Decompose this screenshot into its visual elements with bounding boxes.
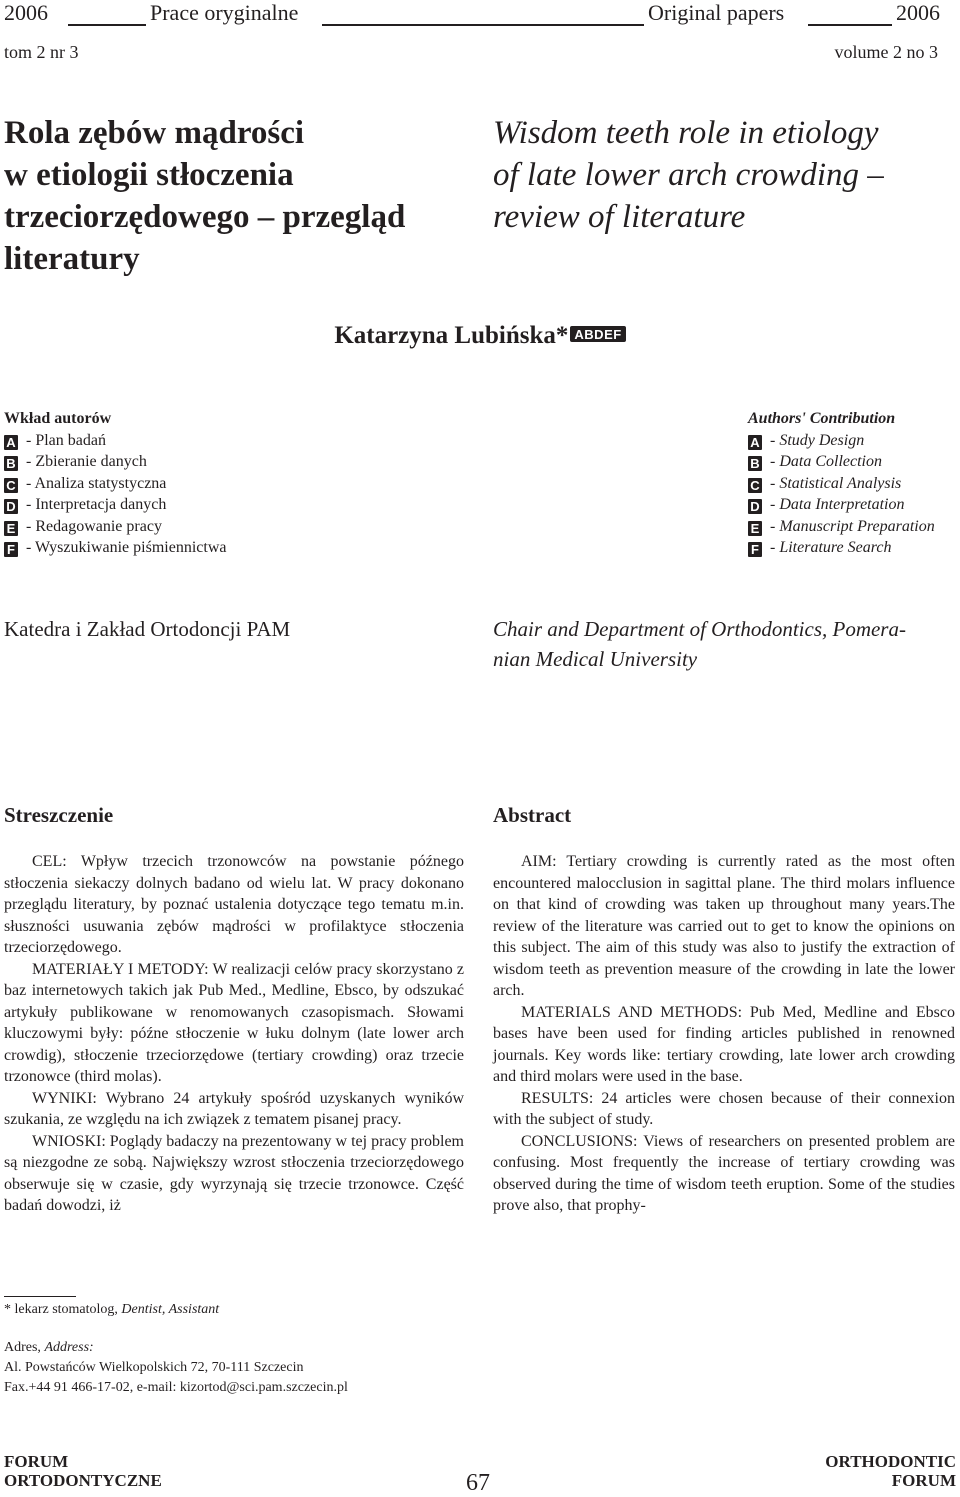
letter-badge: F <box>748 542 762 557</box>
contribution-text: - Data Collection <box>766 453 882 470</box>
letter-badge: F <box>4 542 18 557</box>
contribution-text: - Manuscript Preparation <box>766 517 935 535</box>
contribution-text: - Literature Search <box>766 539 892 556</box>
letter-badge: B <box>4 456 18 471</box>
title-pl-line: w etiologii stłoczenia <box>4 157 294 193</box>
contribution-item <box>748 473 958 495</box>
title-en-line: review of literature <box>493 199 746 235</box>
journal-section-pl: Prace oryginalne <box>150 0 299 25</box>
author-line <box>0 322 960 350</box>
abstract-paragraph: WYNIKI: Wybrano 24 artykuły spośród uzyskanych wyników szukania, ze względu na ich związek z tematem pisanej pracy. <box>4 1089 464 1128</box>
affiliation-en <box>493 614 955 674</box>
abstract-pl-heading: Streszczenie <box>4 803 114 827</box>
header-rule <box>808 24 892 26</box>
contribution-item <box>4 451 424 473</box>
footnote-street: Al. Powstańców Wielkopolskich 72, 70-111 Szczecin <box>4 1360 304 1375</box>
footnote-address-label <box>4 1338 94 1358</box>
author-name: Katarzyna Lubińska* <box>334 322 569 349</box>
abstract-paragraph: MATERIAŁY I METODY: W realizacji celów pracy skorzystano z baz internetowych takich jak Pub Med., Medline, Ebsco, by odszukać artykuły publikowane w renomowanych czasopismach. Słowami kluczowymi były: późne stłoczenie w łuku dolnym (late lower arch crowdig), stłoczenie trzeciorzędowe (tertiary crowding) oraz trzecie trzonowce (third molas). <box>4 960 464 1085</box>
contribution-item <box>4 537 424 559</box>
contribution-item <box>4 494 424 516</box>
footer-journal-line: FORUM <box>4 1452 69 1471</box>
contribution-text: - Redagowanie pracy <box>22 517 162 535</box>
contribution-item <box>748 494 958 516</box>
address-label-pl: Adres, <box>4 1340 45 1355</box>
title-en-line: Wisdom teeth role in etiology <box>493 115 879 151</box>
footnote-contact: Fax.+44 91 466-17-02, e-mail: kizortod@sci.pam.szczecin.pl <box>4 1380 348 1395</box>
contribution-item <box>748 430 958 452</box>
title-pl-line: literatury <box>4 241 140 277</box>
affiliation-pl: Katedra i Zakład Ortodoncji PAM <box>4 617 291 641</box>
abstract-paragraph: RESULTS: 24 articles were chosen because of their connexion with the subject of study. <box>493 1089 955 1128</box>
header-rule <box>68 24 146 26</box>
header-year-left: 2006 <box>4 0 48 25</box>
contribution-item <box>4 430 424 452</box>
letter-badge: A <box>748 435 762 450</box>
abstract-pl-body <box>4 851 464 1217</box>
letter-badge: E <box>4 521 18 536</box>
abstract-paragraph: MATERIALS AND METHODS: Pub Med, Medline and Ebsco bases have been used for finding articles published in renowned journals. Key words like: tertiary crowding, late lower arch crowding and third molars were used in the base. <box>493 1003 955 1085</box>
letter-badge: D <box>4 499 18 514</box>
title-pl-line: Rola zębów mądrości <box>4 115 305 151</box>
footnote-role-pl: * lekarz stomatolog, <box>4 1302 122 1317</box>
contribution-text: - Wyszukiwanie piśmiennictwa <box>22 539 227 556</box>
title-pl <box>4 112 464 280</box>
footer-journal-en <box>825 1452 956 1490</box>
footer-journal-line: ORTHODONTIC <box>825 1452 956 1471</box>
contributions-en <box>748 408 958 559</box>
letter-badge: B <box>748 456 762 471</box>
address-label-en: Address: <box>44 1340 94 1355</box>
abstract-en-heading: Abstract <box>493 803 572 827</box>
volume-pl: tom 2 nr 3 <box>4 42 79 62</box>
contribution-item <box>4 473 424 495</box>
contribution-text: - Study Design <box>766 431 865 449</box>
letter-badge: A <box>4 435 18 450</box>
footer-journal-pl <box>4 1452 162 1490</box>
title-en-line: of late lower arch crowding – <box>493 157 884 193</box>
affiliation-en-line: nian Medical University <box>493 647 698 671</box>
letter-badge: E <box>748 521 762 536</box>
abstract-paragraph: WNIOSKI: Poglądy badaczy na prezentowany w tej pracy problem są niezgodne ze sobą. Największy wzrost stłoczenia trzeciorzędowego obserwuje się w czasie, gdy wyrzynają się trzecie trzonowce. Część badań dowodzi, iż <box>4 1132 464 1214</box>
contributions-pl <box>4 408 424 559</box>
contribution-text: - Interpretacja danych <box>22 496 167 513</box>
letter-badge: C <box>4 478 18 493</box>
affiliation-en-line: Chair and Department of Orthodontics, Pomera- <box>493 617 906 641</box>
contribution-text: - Analiza statystyczna <box>22 474 167 492</box>
letter-badge: C <box>748 478 762 493</box>
contribution-item <box>748 451 958 473</box>
contribution-item <box>748 537 958 559</box>
footer-journal-line: FORUM <box>891 1471 956 1490</box>
abstract-paragraph: AIM: Tertiary crowding is currently rated as the most often encountered malocclusion in sagittal plane. The third molars influence on that kind of crowding was taken up throughout many years.The review of the literature was carried out to get to know the opinions on this subject. The aim of this study was also to justify the extraction of wisdom teeth as prevention measure of the crowding in late the lower arch. <box>493 853 955 999</box>
volume-en: volume 2 no 3 <box>834 42 938 62</box>
abstract-paragraph: CEL: Wpływ trzecich trzonowców na powstanie późnego stłoczenia siekaczy dolnych badano od wielu lat. W pracy dokonano przeglądu literatury, by poznać ustalenia dotyczące tego tematu m.in. słuszności usuwania zębów mądrości w profilaktyce stłoczenia trzeciorzędowego. <box>4 853 464 956</box>
author-contribution-badge: ABDEF <box>570 326 625 342</box>
contributions-pl-heading: Wkład autorów <box>4 410 112 427</box>
letter-badge: D <box>748 499 762 514</box>
header-year-right: 2006 <box>896 0 940 25</box>
contribution-text: - Plan badań <box>22 431 106 449</box>
contributions-en-heading: Authors' Contribution <box>748 410 896 427</box>
abstract-en-body <box>493 851 955 1217</box>
footnote-rule <box>4 1296 76 1297</box>
contribution-item <box>748 516 958 538</box>
contribution-text: - Data Interpretation <box>766 496 905 513</box>
header-rule <box>322 24 644 26</box>
footnote-role-en: Dentist, Assistant <box>121 1302 220 1317</box>
footer-journal-line: ORTODONTYCZNE <box>4 1471 162 1490</box>
page-number: 67 <box>466 1470 490 1496</box>
abstract-paragraph: CONCLUSIONS: Views of researchers on presented problem are confusing. Most frequently the increase of tertiary crowding was observed during the time of wisdom teeth eruption. Some of the studies prove also, that prophy- <box>493 1132 955 1214</box>
footnote-author-role <box>4 1300 219 1320</box>
contribution-text: - Zbieranie danych <box>22 453 147 470</box>
contribution-item <box>4 516 424 538</box>
title-en <box>493 112 953 238</box>
journal-section-en: Original papers <box>648 0 785 25</box>
contribution-text: - Statistical Analysis <box>766 474 902 492</box>
title-pl-line: trzeciorzędowego – przegląd <box>4 199 406 235</box>
